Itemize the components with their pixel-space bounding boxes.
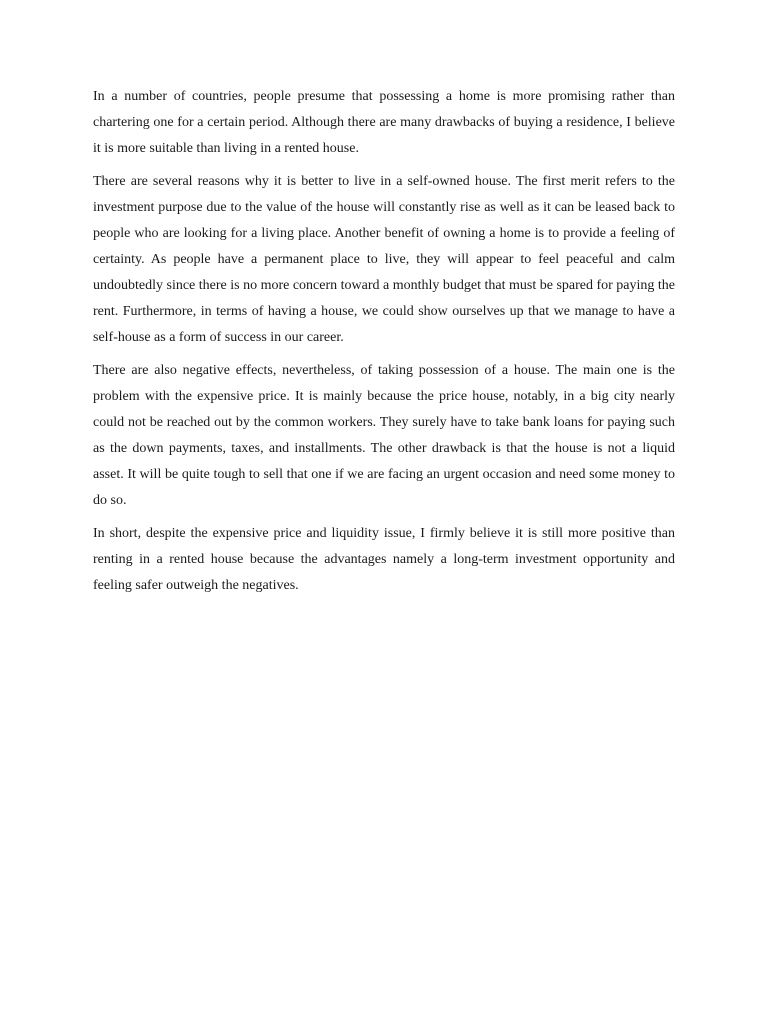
paragraph-conclusion: In short, despite the expensive price and liquidity issue, I firmly believe it is still more positive than renting in a rented house because the advantages namely a long-term investment opportunity and feeling safer outweigh the negatives.	[93, 526, 675, 593]
paragraph-introduction: In a number of countries, people presume that possessing a home is more promising rather than chartering one for a certain period. Although there are many drawbacks of buying a residence, I believe it is more suitable than living in a rented house.	[93, 89, 675, 156]
paragraph-advantages: There are several reasons why it is better to live in a self-owned house. The first merit refers to the investment purpose due to the value of the house will constantly rise as well as it can be leased back to people who are looking for a living place. Another benefit of owning a home is to provide a feeling of certainty. As people have a permanent place to live, they will appear to feel peaceful and calm undoubtedly since there is no more concern toward a monthly budget that must be spared for paying the rent. Furthermore, in terms of having a house, we could show ourselves up that we manage to have a self-house as a form of success in our career.	[93, 174, 676, 345]
essay-body	[93, 84, 675, 606]
paragraph-disadvantages: There are also negative effects, nevertheless, of taking possession of a house. The main one is the problem with the expensive price. It is mainly because the price house, notably, in a big city nearly could not be reached out by the common workers. They surely have to take bank loans for paying such as the down payments, taxes, and installments. The other drawback is that the house is not a liquid asset. It will be quite tough to sell that one if we are facing an urgent occasion and need some money to do so.	[93, 363, 675, 508]
